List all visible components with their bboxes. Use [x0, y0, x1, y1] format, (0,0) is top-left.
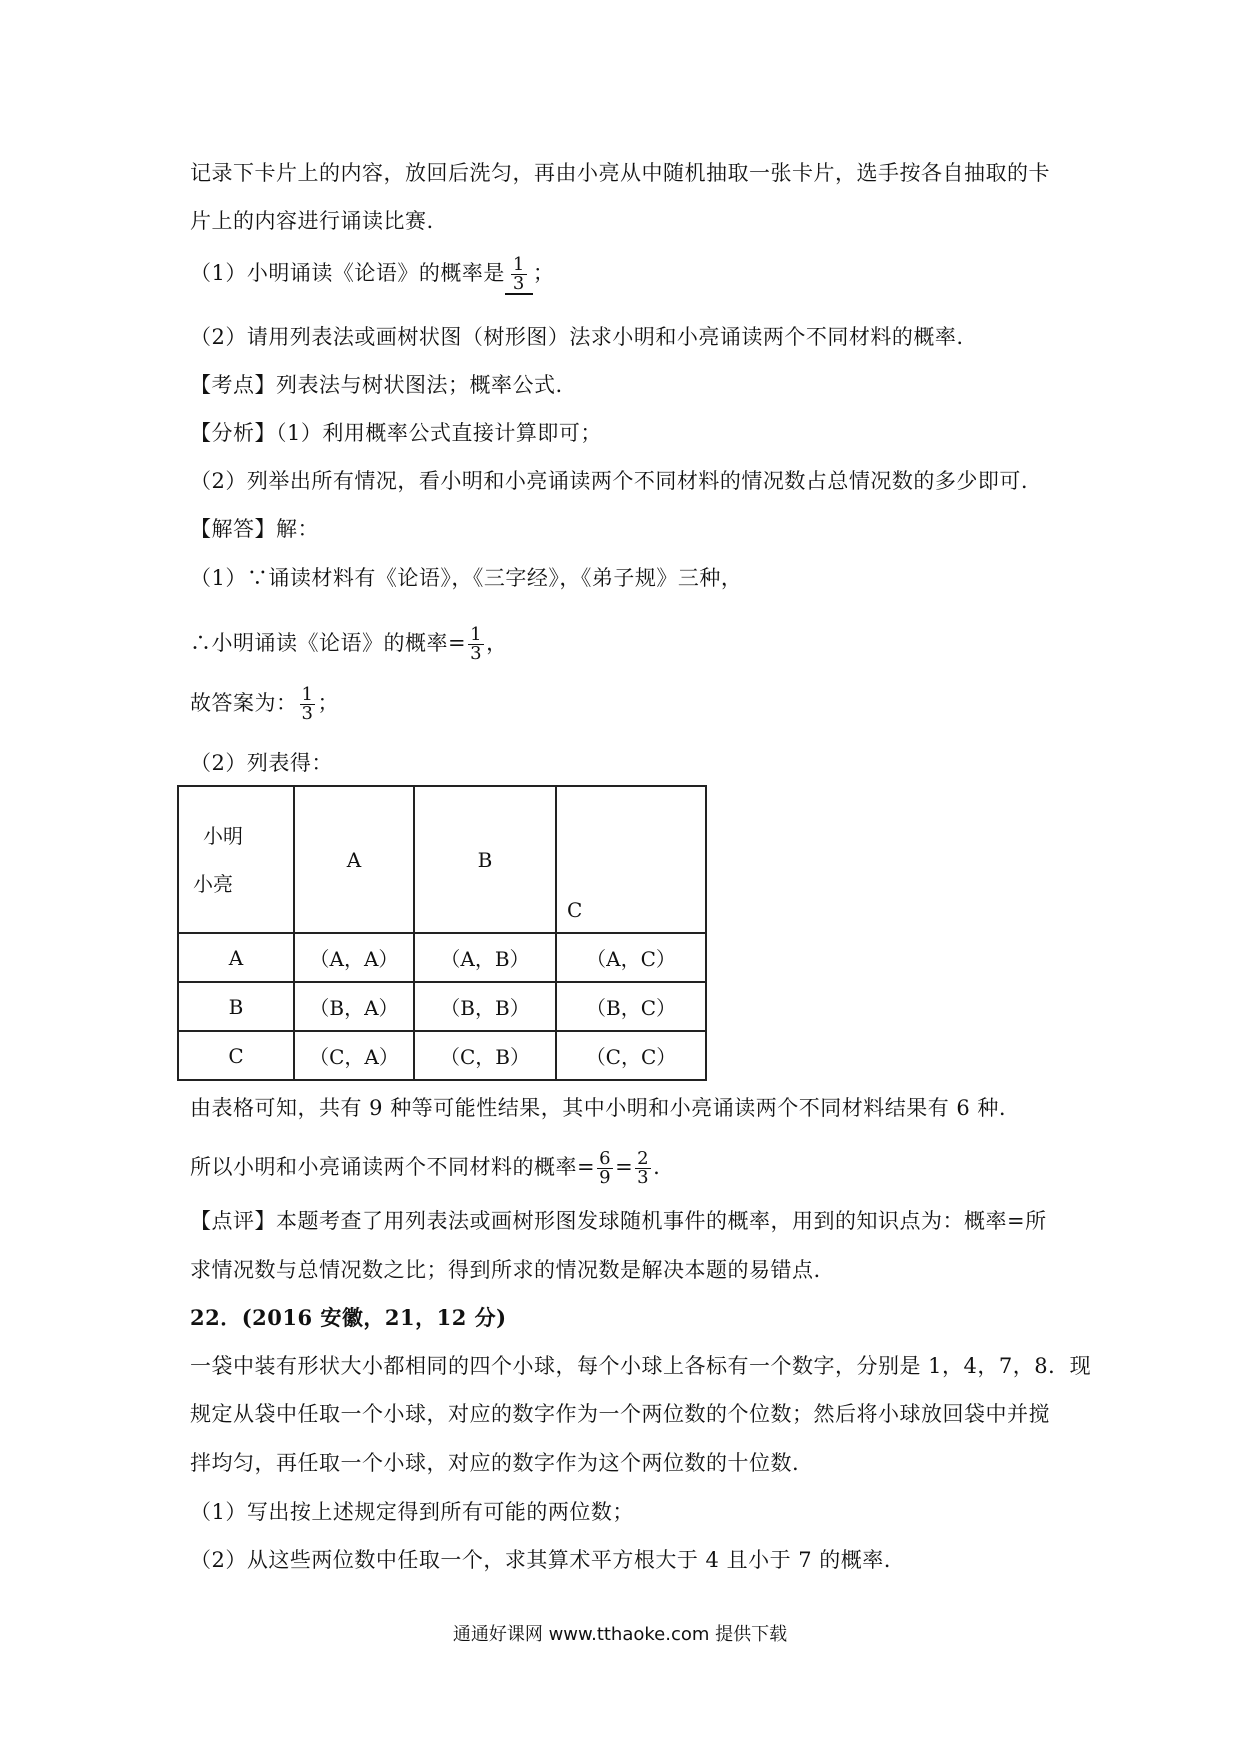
text: ； — [317, 691, 339, 715]
table-row — [178, 933, 706, 982]
result-line — [190, 1150, 660, 1187]
numerator: 1 — [470, 624, 483, 645]
table-cell: （C，C） — [556, 1031, 706, 1080]
outcome-table — [177, 785, 707, 1081]
dianping-line: 【点评】本题考查了用列表法或画树形图发球随机事件的概率，用到的知识点为：概率=所 — [190, 1209, 1047, 1233]
numerator: 6 — [599, 1148, 612, 1169]
table-cell: （C，A） — [294, 1031, 414, 1080]
denominator: 3 — [301, 703, 314, 724]
text-line: （2）从这些两位数中任取一个，求其算术平方根大于 4 且小于 7 的概率. — [190, 1548, 891, 1572]
question-22-title: 22．(2016 安徽，21，12 分) — [190, 1305, 507, 1330]
table-cell: （A，B） — [414, 933, 556, 982]
column-header: B — [414, 786, 556, 933]
denominator: 3 — [512, 273, 525, 294]
footer-watermark: 通通好课网 www.tthaoke.com 提供下载 — [452, 1624, 788, 1645]
text-line: 一袋中装有形状大小都相同的四个小球，每个小球上各标有一个数字，分别是 1，4，7，8．现 — [190, 1354, 1092, 1378]
table-cell: （C，B） — [414, 1031, 556, 1080]
table-cell: （B，B） — [414, 982, 556, 1031]
fraction-six-ninths — [597, 1150, 613, 1187]
denominator: 3 — [637, 1167, 650, 1188]
numerator: 1 — [301, 684, 314, 705]
table-cell: （A，A） — [294, 933, 414, 982]
text-line: 求情况数与总情况数之比；得到所求的情况数是解决本题的易错点. — [190, 1258, 821, 1282]
text-line: 拌均匀，再任取一个小球，对应的数字作为这个两位数的十位数. — [190, 1451, 800, 1475]
text-line: 片上的内容进行诵读比赛. — [190, 209, 434, 233]
text-line: （2）请用列表法或画树状图（树形图）法求小明和小亮诵读两个不同材料的概率. — [190, 325, 964, 349]
row-header: C — [178, 1031, 294, 1080]
fraction-one-third — [511, 256, 527, 293]
fraction-one-third — [468, 626, 484, 663]
fraction-one-third — [300, 686, 316, 723]
fenxi-line: 【分析】（1）利用概率公式直接计算即可； — [190, 421, 602, 445]
row-header: A — [178, 933, 294, 982]
text: 故答案为： — [190, 691, 298, 715]
text: ∴小明诵读《论语》的概率= — [190, 631, 467, 655]
text: 所以小明和小亮诵读两个不同材料的概率= — [190, 1155, 596, 1179]
text: ； — [532, 261, 555, 285]
text-line: 由表格可知，共有 9 种等可能性结果，其中小明和小亮诵读两个不同材料结果有 6 种. — [190, 1096, 1007, 1120]
numerator: 2 — [637, 1148, 650, 1169]
text-line: （1）写出按上述规定得到所有可能的两位数； — [190, 1500, 634, 1524]
corner-cell — [178, 786, 294, 933]
question-1-line — [190, 256, 554, 295]
answer-blank — [505, 256, 533, 295]
text: . — [653, 1155, 661, 1179]
column-header: A — [294, 786, 414, 933]
equals-sign: = — [615, 1155, 634, 1179]
text: ， — [486, 631, 508, 655]
table-cell: （A，C） — [556, 933, 706, 982]
table-cell: （B，C） — [556, 982, 706, 1031]
text-line: 规定从袋中任取一个小球，对应的数字作为一个两位数的个位数；然后将小球放回袋中并搅 — [190, 1402, 1050, 1426]
table-row — [178, 1031, 706, 1080]
answer-line — [190, 686, 339, 723]
text-line: 记录下卡片上的内容，放回后洗匀，再由小亮从中随机抽取一张卡片，选手按各自抽取的卡 — [190, 161, 1050, 185]
fraction-two-thirds — [635, 1150, 651, 1187]
table-header-row — [178, 786, 706, 933]
kaodian-line: 【考点】列表法与树状图法；概率公式. — [190, 373, 563, 397]
row-header: B — [178, 982, 294, 1031]
probability-line — [190, 626, 508, 663]
numerator: 1 — [512, 254, 525, 275]
text-line: （2）列举出所有情况，看小明和小亮诵读两个不同材料的情况数占总情况数的多少即可. — [190, 469, 1029, 493]
text: （1）小明诵读《论语》的概率是 — [190, 261, 505, 285]
text-line: （1）∵诵读材料有《论语》，《三字经》，《弟子规》三种， — [190, 566, 743, 590]
table-row — [178, 982, 706, 1031]
header-xiaoming: 小明 — [203, 823, 243, 848]
column-header: C — [556, 786, 706, 933]
jieda-line: 【解答】解： — [190, 517, 319, 541]
denominator: 9 — [599, 1167, 612, 1188]
denominator: 3 — [470, 643, 483, 664]
header-xiaoliang: 小亮 — [193, 871, 233, 896]
text-line: （2）列表得： — [190, 751, 333, 775]
table-cell: （B，A） — [294, 982, 414, 1031]
